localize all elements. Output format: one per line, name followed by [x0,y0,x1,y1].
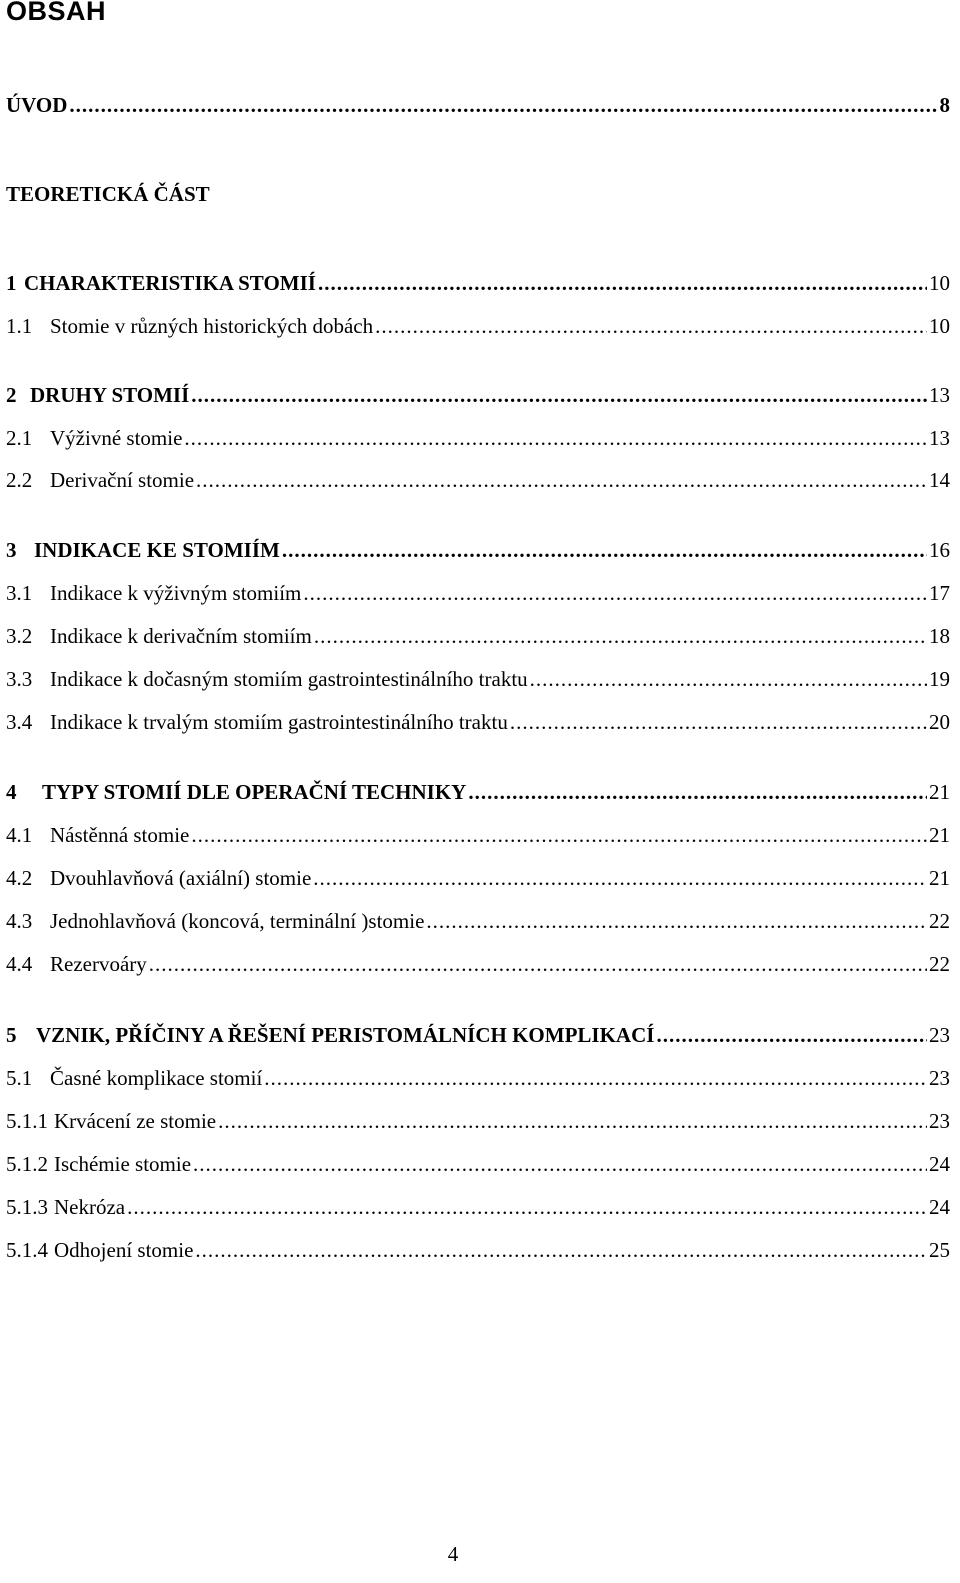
toc-entry-page: 21 [929,823,950,847]
toc-entry-number: 3.3 [6,667,33,691]
toc-leader-dots [313,865,927,891]
toc-leader-dots [303,580,927,606]
toc-leader-dots [191,822,927,848]
toc-entry-intro[interactable] [6,92,950,118]
toc-entry-number: 3.2 [6,624,33,648]
toc-entry-section-4-3[interactable] [6,908,950,934]
toc-entry-section-3-1[interactable] [6,580,950,606]
toc-entry-page: 21 [929,780,950,804]
toc-leader-dots [318,270,927,296]
toc-entry-title: CHARAKTERISTIKA STOMIÍ [24,271,316,295]
toc-entry-section-3-2[interactable] [6,623,950,649]
toc-entry-title: Dvouhlavňová (axiální) stomie [50,866,312,890]
toc-entry-section-4-4[interactable] [6,951,950,977]
toc-entry-number: 3 [6,538,17,562]
toc-entry-page: 13 [929,383,950,407]
toc-entry-section-5-1-4[interactable] [6,1237,950,1263]
toc-entry-title: Krvácení ze stomie [54,1109,217,1133]
toc-entry-number: 4.2 [6,866,33,890]
toc-entry-title: Odhojení stomie [54,1238,194,1262]
toc-leader-dots [191,382,927,408]
toc-entry-number: 2.2 [6,468,33,492]
toc-entry-section-2-1[interactable] [6,425,950,451]
toc-leader-dots [282,537,927,563]
toc-entry-page: 8 [939,93,950,117]
toc-leader-dots [195,1237,927,1263]
toc-leader-dots [510,709,927,735]
toc-entry-title: VZNIK, PŘÍČINY A ŘEŠENÍ PERISTOMÁLNÍCH KOMPLIKACÍ [36,1023,655,1047]
toc-entry-section-5-1[interactable] [6,1065,950,1091]
toc-entry-title: ÚVOD [6,93,68,117]
toc-entry-page: 13 [929,426,950,450]
toc-leader-dots [218,1108,927,1134]
table-of-contents [6,0,950,1583]
toc-entry-page: 22 [929,952,950,976]
toc-entry-number: 4.4 [6,952,33,976]
toc-part-title: TEORETICKÁ ČÁST [6,182,210,206]
toc-entry-section-5-1-3[interactable] [6,1194,950,1220]
toc-entry-chapter-2[interactable] [6,382,950,408]
toc-entry-title: TYPY STOMIÍ DLE OPERAČNÍ TECHNIKY [42,780,467,804]
toc-leader-dots [69,92,937,118]
toc-entry-section-4-1[interactable] [6,822,950,848]
toc-entry-title: Nástěnná stomie [50,823,190,847]
toc-entry-section-3-3[interactable] [6,666,950,692]
toc-entry-title: Indikace k trvalým stomiím gastrointestinálního traktu [50,710,508,734]
toc-entry-page: 10 [929,314,950,338]
toc-entry-title: Indikace k dočasným stomiím gastrointestinálního traktu [50,667,528,691]
toc-entry-title: Stomie v různých historických dobách [50,314,374,338]
toc-entry-page: 25 [929,1238,950,1262]
toc-entry-section-5-1-2[interactable] [6,1151,950,1177]
toc-entry-page: 10 [929,271,950,295]
page-number: 4 [447,1542,459,1566]
toc-entry-title: INDIKACE KE STOMIÍM [34,538,280,562]
toc-entry-number: 4.3 [6,909,33,933]
toc-entry-section-5-1-1[interactable] [6,1108,950,1134]
toc-entry-number: 2 [6,383,17,407]
toc-entry-number: 4.1 [6,823,33,847]
toc-entry-title: Derivační stomie [50,468,195,492]
toc-entry-chapter-3[interactable] [6,537,950,563]
toc-entry-title: Nekróza [54,1195,126,1219]
toc-entry-title: Rezervoáry [50,952,147,976]
toc-leader-dots [184,425,927,451]
toc-entry-number: 5.1.2 [6,1152,48,1176]
toc-entry-page: 21 [929,866,950,890]
toc-entry-number: 1 [6,271,17,295]
toc-entry-number: 5.1.3 [6,1195,48,1219]
toc-entry-title: Ischémie stomie [54,1152,192,1176]
toc-entry-page: 22 [929,909,950,933]
toc-entry-title: Indikace k výživným stomiím [50,581,302,605]
toc-entry-number: 5 [6,1023,17,1047]
toc-entry-page: 23 [929,1109,950,1133]
toc-entry-section-1-1[interactable] [6,313,950,339]
toc-leader-dots [314,623,927,649]
toc-entry-number: 3.1 [6,581,33,605]
toc-entry-title: Indikace k derivačním stomiím [50,624,312,648]
toc-entry-page: 16 [929,538,950,562]
toc-entry-page: 23 [929,1066,950,1090]
toc-part-heading [6,181,950,207]
toc-entry-page: 24 [929,1152,950,1176]
toc-entry-number: 1.1 [6,314,33,338]
toc-entry-page: 14 [929,468,950,492]
toc-entry-title: Časné komplikace stomií [50,1066,263,1090]
toc-leader-dots [656,1022,927,1048]
toc-entry-section-3-4[interactable] [6,709,950,735]
toc-entry-page: 23 [929,1023,950,1047]
toc-entry-title: DRUHY STOMIÍ [30,383,190,407]
page-title: OBSAH [6,0,107,26]
toc-entry-title: Jednohlavňová (koncová, terminální )stomie [50,909,425,933]
toc-leader-dots [193,1151,927,1177]
toc-entry-chapter-4[interactable] [6,779,950,805]
toc-entry-page: 19 [929,667,950,691]
toc-entry-number: 4 [6,780,17,804]
toc-leader-dots [530,666,927,692]
toc-entry-chapter-1[interactable] [6,270,950,296]
toc-entry-number: 3.4 [6,710,33,734]
toc-entry-section-4-2[interactable] [6,865,950,891]
toc-entry-number: 5.1.1 [6,1109,48,1133]
toc-entry-number: 2.1 [6,426,33,450]
toc-entry-section-2-2[interactable] [6,467,950,493]
toc-entry-page: 17 [929,581,950,605]
toc-entry-page: 24 [929,1195,950,1219]
toc-leader-dots [264,1065,927,1091]
toc-entry-title: Výživné stomie [50,426,183,450]
toc-entry-page: 18 [929,624,950,648]
toc-leader-dots [149,951,927,977]
toc-entry-number: 5.1 [6,1066,33,1090]
toc-entry-number: 5.1.4 [6,1238,48,1262]
toc-entry-page: 20 [929,710,950,734]
toc-entry-chapter-5[interactable] [6,1022,950,1048]
toc-leader-dots [196,467,927,493]
toc-leader-dots [127,1194,927,1220]
toc-leader-dots [426,908,927,934]
toc-leader-dots [468,779,927,805]
toc-leader-dots [375,313,927,339]
